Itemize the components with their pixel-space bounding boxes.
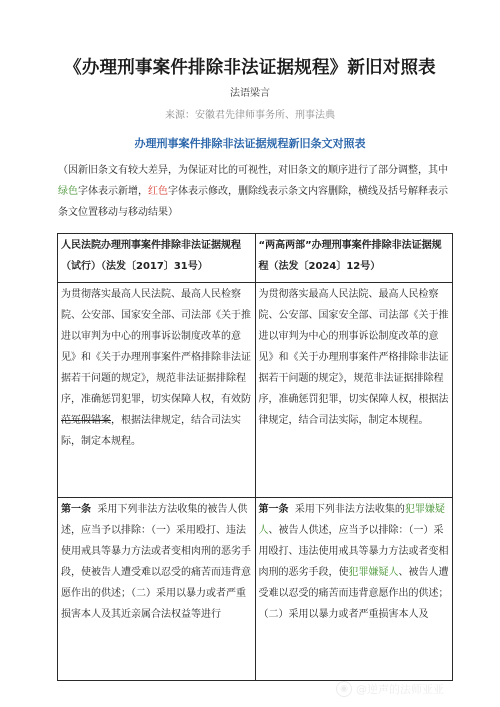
watermark bbox=[336, 681, 444, 697]
old-preamble-cell bbox=[58, 283, 256, 498]
deleted-text: 范冤假错案 bbox=[61, 415, 111, 426]
watermark-text: @逆声的法师亚亚 bbox=[356, 683, 444, 696]
table-row bbox=[58, 498, 453, 681]
new-article-1-text: 、被告人遭受难以忍受的痛苦而违背意愿作出的供述；（二）采用以暴力或者严重损害本人及 bbox=[258, 567, 449, 620]
table-row bbox=[58, 283, 453, 498]
source-line: 来源：安徽君先律师事务所、刑事法典 bbox=[165, 110, 335, 121]
author-line: 法语梁言 bbox=[230, 88, 270, 99]
added-text: 犯罪嫌疑人 bbox=[258, 504, 445, 536]
note-green-word: 绿色 bbox=[58, 186, 78, 197]
article-number: 第一条 bbox=[258, 504, 289, 515]
header-new-rules: “两高两部”办理刑事案件排除非法证据规程（法发〔2024〕12号） bbox=[255, 234, 453, 283]
header-old-rules: 人民法院办理刑事案件排除非法证据规程（试行）（法发〔2017〕31号） bbox=[58, 234, 256, 283]
note-part2: 字体表示新增， bbox=[78, 186, 148, 197]
new-article-1-text: 采用下列非法方法收集的 bbox=[294, 504, 405, 515]
note-part3: 字体表示修改，删除线表示条文内容删除，横线及括号解释表示条文位置移动与移动结果） bbox=[58, 186, 448, 218]
old-article-1-text: 采用下列非法方法收集的被告人供述，应当予以排除：（一）采用殴打、违法使用戒具等暴力方法或者变相肉刑的恶劣手段，使被告人遭受难以忍受的痛苦而违背意愿作出的供述；（二）采用以暴力或者严重损害本人及其近亲属合法权益等进行 bbox=[61, 504, 251, 620]
note-red-word: 红色 bbox=[148, 186, 168, 197]
comparison-table bbox=[57, 233, 453, 681]
old-article-1-cell bbox=[58, 498, 256, 681]
weibo-icon: ◉ bbox=[336, 681, 352, 697]
table-subtitle: 办理刑事案件排除非法证据规程新旧条文对照表 bbox=[134, 137, 366, 150]
added-text: 犯罪嫌疑人 bbox=[348, 567, 399, 578]
new-preamble-cell: 为贯彻落实最高人民法院、最高人民检察院、公安部、国家安全部、司法部《关于推进以审判为中心的刑事诉讼制度改革的意见》和《关于办理刑事案件严格排除非法证据若干问题的规定》，规范非法证据排除程序，准确惩罚犯罪，切实保障人权，根据法律规定，结合司法实际，制定本规程。 bbox=[255, 283, 453, 498]
old-preamble-text: 为贯彻落实最高人民法院、最高人民检察院、公安部、国家安全部、司法部《关于推进以审判为中心的刑事诉讼制度改革的意见》和《关于办理刑事案件严格排除非法证据若干问题的规定》，规范非法证据排除程序，准确惩罚犯罪，切实保障人权，有效防 bbox=[61, 289, 251, 405]
note-part1: （因新旧条文有较大差异，为保证对比的可视性，对旧条文的顺序进行了部分调整，其中 bbox=[58, 165, 448, 176]
table-header-row bbox=[58, 234, 453, 283]
old-preamble-text-end: ，根据法律规定，结合司法实际，制定本规程。 bbox=[61, 415, 241, 447]
document-title: 《办理刑事案件排除非法证据规程》新旧对照表 bbox=[64, 58, 436, 78]
new-article-1-cell bbox=[255, 498, 453, 681]
article-number: 第一条 bbox=[61, 504, 91, 515]
legend-note bbox=[58, 160, 448, 223]
new-article-1-text: 、被告人供述，应当予以排除：（一）采用殴打、违法使用戒具等暴力方法或者变相肉刑的恶劣手段，使 bbox=[258, 525, 449, 578]
